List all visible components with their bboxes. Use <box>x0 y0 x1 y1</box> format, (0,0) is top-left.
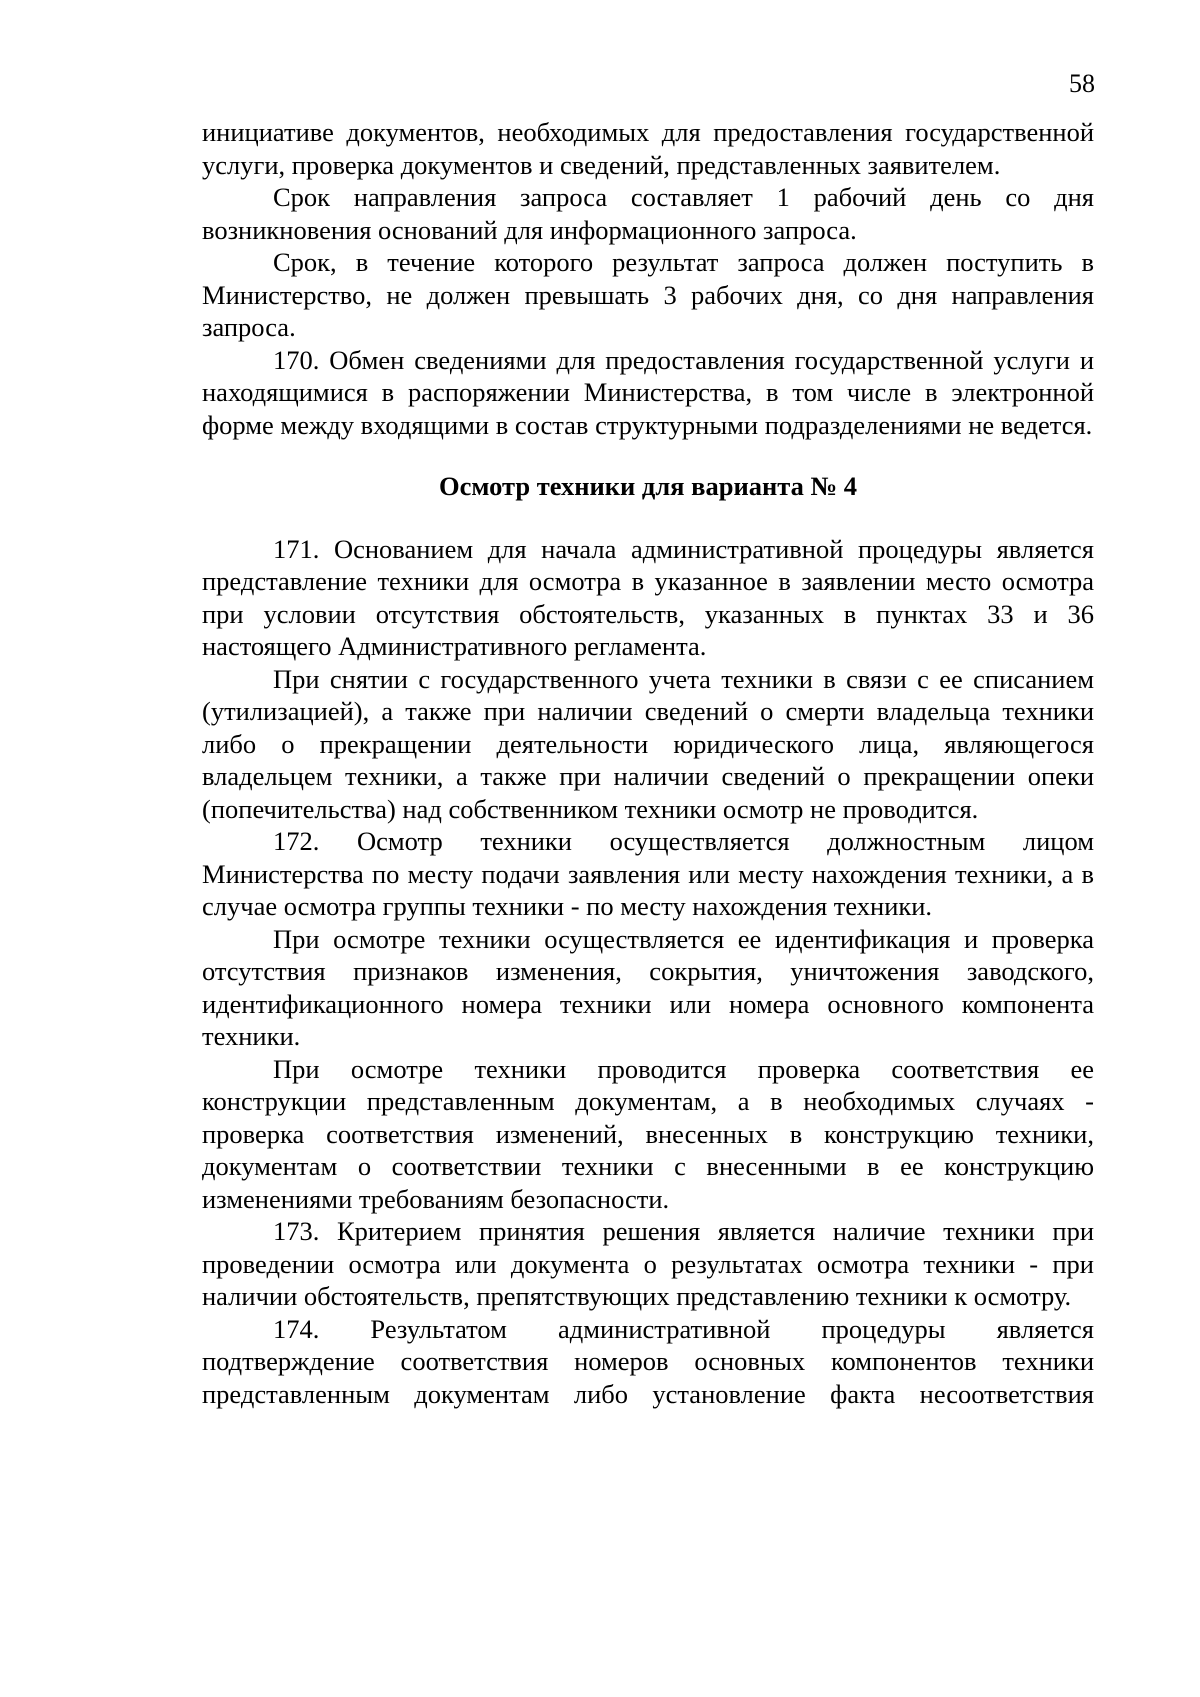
paragraph: При осмотре техники осуществляется ее идентификация и проверка отсутствия признаков изменения, сокрытия, уничтожения заводского, идентификационного номера техники или номера основного компонента техники. <box>202 923 1094 1051</box>
paragraph: Срок, в течение которого результат запроса должен поступить в Министерство, не должен превышать 3 рабочих дня, со дня направления запроса. <box>202 247 1094 342</box>
paragraph: При осмотре техники проводится проверка соответствия ее конструкции представленным документам, а в необходимых случаях - проверка соответствия изменений, внесенных в конструкцию техники, документам о соответствии техники с внесенными в ее конструкцию изменениями требованиям безопасности. <box>202 1053 1094 1214</box>
paragraph: инициативе документов, необходимых для предоставления государственной услуги, проверка документов и сведений, представленных заявителем. <box>202 117 1094 180</box>
section-heading: Осмотр техники для варианта № 4 <box>439 471 857 501</box>
paragraph-172: 172. Осмотр техники осуществляется должностным лицом Министерства по месту подачи заявления или месту нахождения техники, а в случае осмотра группы техники - по месту нахождения техники. <box>202 826 1094 921</box>
paragraph-174: 174. Результатом административной процедуры является подтверждение соответствия номеров основных компонентов техники представленным документам либо установление факта несоответствия <box>202 1313 1094 1409</box>
paragraph: При снятии с государственного учета техники в связи с ее списанием (утилизацией), а также при наличии сведений о смерти владельца техники либо о прекращении деятельности юридического лица, являющегося владельцем техники, а также при наличии сведений о прекращении опеки (попечительства) над собственником техники осмотр не проводится. <box>202 663 1094 824</box>
paragraph: Срок направления запроса составляет 1 рабочий день со дня возникновения оснований для информационного запроса. <box>202 182 1094 245</box>
page-number: 58 <box>1069 69 1095 98</box>
paragraph-171: 171. Основанием для начала административной процедуры является представление техники для осмотра в указанное в заявлении место осмотра при условии отсутствия обстоятельств, указанных в пунктах 33 и 36 настоящего Административного регламента. <box>202 533 1094 661</box>
document-body <box>202 116 1094 1410</box>
paragraph-173: 173. Критерием принятия решения является наличие техники при проведении осмотра или документа о результатах осмотра техники - при наличии обстоятельств, препятствующих представлению техники к осмотру. <box>202 1216 1094 1311</box>
paragraph-170: 170. Обмен сведениями для предоставления государственной услуги и находящимися в распоряжении Министерства, в том числе в электронной форме между входящими в состав структурными подразделениями не ведется. <box>202 344 1094 440</box>
